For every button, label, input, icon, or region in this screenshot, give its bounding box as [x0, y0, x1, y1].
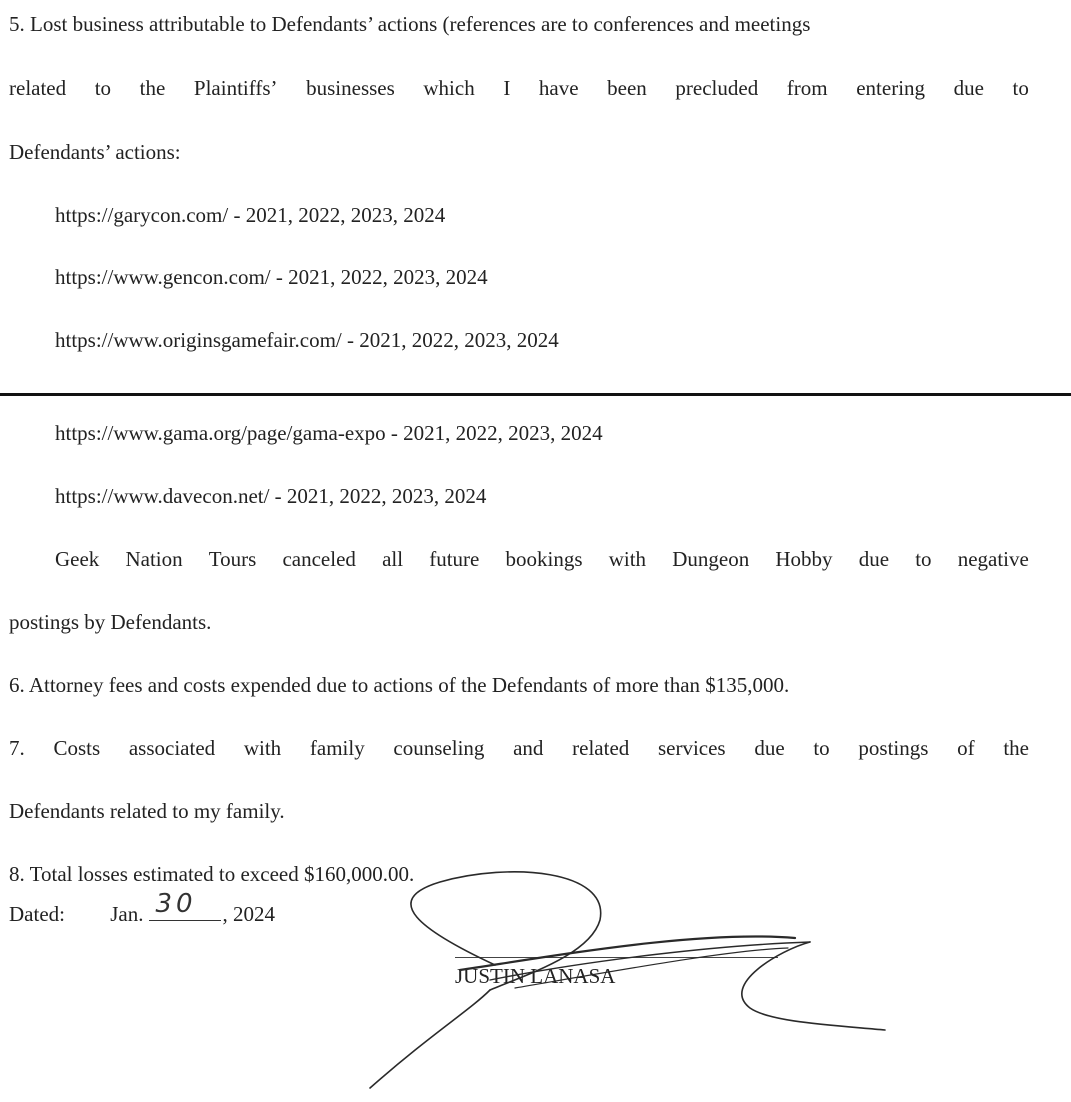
signature-scribble	[340, 860, 900, 1102]
word: with	[608, 547, 647, 571]
word: services	[657, 736, 726, 760]
item7-line1	[9, 738, 1029, 759]
word: bookings	[505, 547, 583, 571]
url-line: https://www.originsgamefair.com/ - 2021, 2022, 2023, 2024	[55, 328, 559, 352]
url-line: https://www.davecon.net/ - 2021, 2022, 2023, 2024	[55, 484, 487, 508]
word: 7.	[9, 736, 25, 760]
word: been	[607, 76, 647, 100]
item6: 6. Attorney fees and costs expended due to actions of the Defendants of more than $135,000.	[9, 673, 790, 697]
word: the	[1003, 736, 1029, 760]
word: to	[1012, 76, 1029, 100]
signer-name: JUSTIN LANASA	[455, 964, 616, 988]
signature-line	[455, 957, 778, 958]
item5-line1: 5. Lost business attributable to Defendants’ actions (references are to conferences and meetings	[9, 12, 811, 36]
word: businesses	[306, 76, 395, 100]
word: due	[858, 547, 890, 571]
word: Dungeon	[672, 547, 750, 571]
item8: 8. Total losses estimated to exceed $160,000.00.	[9, 862, 415, 886]
word: counseling	[393, 736, 485, 760]
word: I	[503, 76, 511, 100]
word: associated	[128, 736, 216, 760]
item5-line3: Defendants’ actions:	[9, 140, 181, 164]
word: Tours	[208, 547, 257, 571]
word: Geek	[55, 547, 100, 571]
word: future	[429, 547, 480, 571]
word: related	[572, 736, 630, 760]
geek-nation-line2: postings by Defendants.	[9, 610, 212, 634]
dated-year: , 2024	[222, 902, 275, 926]
word: all	[382, 547, 404, 571]
word: canceled	[282, 547, 356, 571]
word: due	[953, 76, 984, 100]
word: negative	[957, 547, 1029, 571]
word: to	[94, 76, 112, 100]
dated-day-handwritten: 30	[155, 889, 197, 919]
dated-line	[9, 889, 275, 926]
word: family	[309, 736, 365, 760]
item5-line2	[9, 78, 1029, 99]
word: Nation	[125, 547, 183, 571]
word: to	[915, 547, 932, 571]
dated-day-blank	[149, 889, 221, 921]
word: due	[754, 736, 785, 760]
word: related	[9, 76, 67, 100]
word: to	[813, 736, 830, 760]
word: postings	[858, 736, 929, 760]
dated-month: Jan.	[110, 902, 144, 926]
url-line: https://garycon.com/ - 2021, 2022, 2023, 2024	[55, 203, 446, 227]
url-line: https://www.gencon.com/ - 2021, 2022, 2023, 2024	[55, 265, 488, 289]
word: with	[243, 736, 282, 760]
word: entering	[856, 76, 926, 100]
word: Costs	[53, 736, 101, 760]
word: have	[538, 76, 579, 100]
word: of	[957, 736, 975, 760]
geek-nation-line1	[55, 549, 1029, 570]
word: from	[786, 76, 828, 100]
word: precluded	[675, 76, 759, 100]
word: the	[139, 76, 166, 100]
horizontal-rule	[0, 393, 1071, 396]
word: Plaintiffs’	[193, 76, 278, 100]
item7-line2: Defendants related to my family.	[9, 799, 285, 823]
dated-label: Dated:	[9, 902, 65, 926]
word: Hobby	[775, 547, 833, 571]
url-line: https://www.gama.org/page/gama-expo - 2021, 2022, 2023, 2024	[55, 421, 603, 445]
word: which	[423, 76, 475, 100]
word: and	[513, 736, 544, 760]
